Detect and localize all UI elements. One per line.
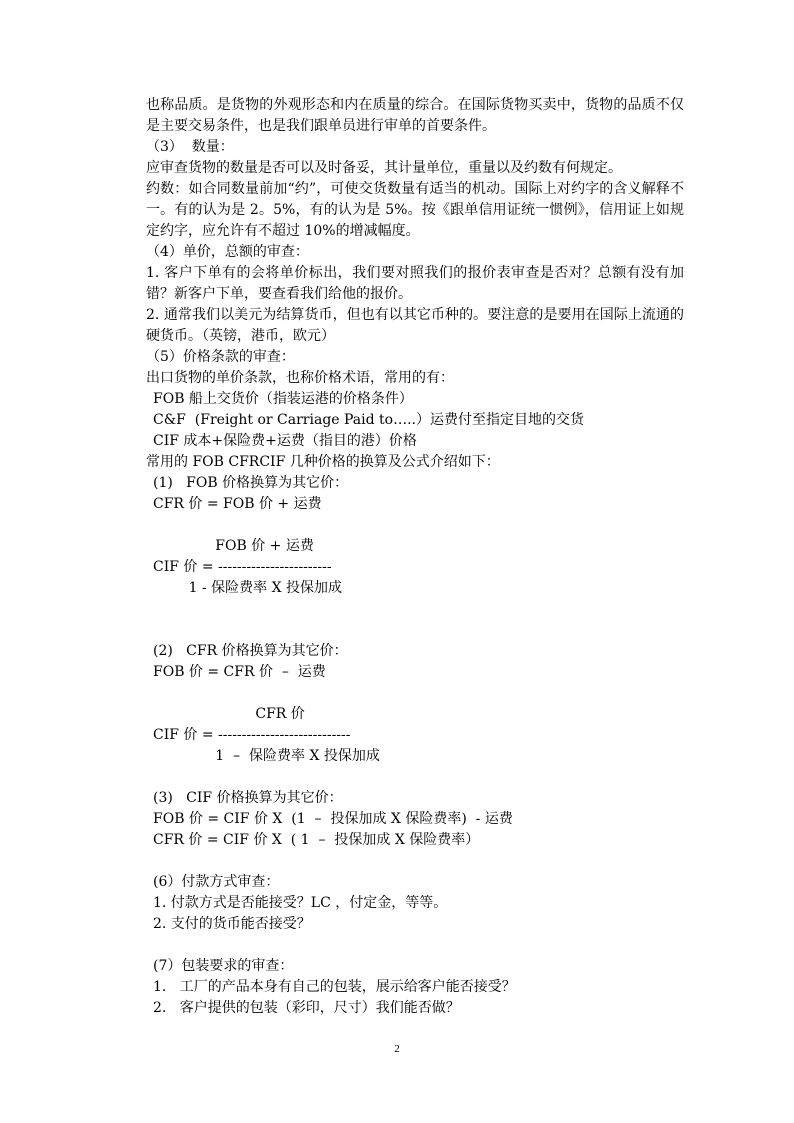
formula-cif-from-cfr-numerator: CFR 价: [153, 706, 305, 722]
heading-packaging: (7）包装要求的审查：: [153, 958, 294, 974]
paragraph-price-terms: 出口货物的单价条款，也称价格术语，常用的有：: [146, 370, 454, 386]
heading-quantity: （3） 数量：: [146, 139, 234, 155]
formula-cif-from-fob-denominator: 1 - 保险费率 X 投保加成: [153, 580, 343, 596]
heading-cif-conversion: (3) CIF 价格换算为其它价：: [153, 790, 343, 806]
list-item-unit-price-2: 2. 通常我们以美元为结算货币，但也有以其它币种的。要注意的是要用在国际上流通的硬货币。（英镑，港币，欧元）: [146, 307, 684, 344]
spacer: [118, 851, 684, 872]
page-number: 2: [394, 1043, 400, 1055]
heading-payment: (6）付款方式审查：: [153, 874, 280, 890]
list-item-packaging-2: 2. 客户提供的包装（彩印，尺寸）我们能否做？: [153, 1000, 460, 1016]
formula-cif-from-fob-fraction: CIF 价 = ------------------------: [153, 559, 332, 575]
list-item-unit-price-1: 1. 客户下单有的会将单价标出，我们要对照我们的报价表审查是否对？总额有没有加错？新客户下单，要查看我们给他的报价。: [146, 265, 684, 302]
spacer: [118, 620, 684, 641]
list-item-packaging-1: 1. 工厂的产品本身有自己的包装，展示给客户能否接受？: [153, 979, 516, 995]
formula-cfr-from-cif: CFR 价 = CIF 价 X ( 1 – 投保加成 X 保险费率）: [153, 832, 480, 848]
heading-cfr-conversion: (2) CFR 价格换算为其它价：: [153, 643, 348, 659]
heading-unit-price: （4）单价，总额的审查：: [146, 244, 309, 260]
heading-price-terms: （5）价格条款的审查：: [146, 349, 295, 365]
list-item-payment-1: 1. 付款方式是否能接受？LC ，付定金，等等。: [153, 895, 448, 911]
heading-fob-conversion: (1) FOB 价格换算为其它价：: [153, 475, 349, 491]
list-item-payment-2: 2. 支付的货币能否接受？: [153, 916, 311, 932]
spacer: [118, 599, 684, 620]
formula-fob-from-cfr: FOB 价 = CFR 价 – 运费: [153, 664, 326, 680]
spacer: [118, 515, 684, 536]
paragraph-formula-intro: 常用的 FOB CFRCIF 几种价格的换算及公式介绍如下：: [146, 454, 500, 470]
paragraph-quality: 也称品质。是货物的外观形态和内在质量的综合。在国际货物买卖中，货物的品质不仅是主要交易条件，也是我们跟单员进行审单的首要条件。: [146, 97, 684, 134]
term-cf: C&F (Freight or Carriage Paid to…..）运费付至指定目地的交货: [153, 412, 584, 428]
formula-cfr-from-fob: CFR 价 = FOB 价 + 运费: [153, 496, 322, 512]
spacer: [118, 683, 684, 704]
term-cif: CIF 成本+保险费+运费（指目的港）价格: [153, 433, 417, 449]
formula-cif-from-cfr-fraction: CIF 价 = ----------------------------: [153, 727, 351, 743]
paragraph-quantity: 应审查货物的数量是否可以及时备妥，其计量单位，重量以及约数有何规定。: [146, 160, 622, 176]
spacer: [118, 935, 684, 956]
spacer: [118, 767, 684, 788]
formula-fob-from-cif: FOB 价 = CIF 价 X (1 – 投保加成 X 保险费率) - 运费: [153, 811, 513, 827]
formula-cif-from-cfr-denominator: 1 – 保险费率 X 投保加成: [153, 748, 380, 764]
document-body: [118, 95, 684, 1019]
term-fob: FOB 船上交货价（指装运港的价格条件）: [153, 391, 413, 407]
formula-cif-from-fob-numerator: FOB 价 + 运费: [153, 538, 314, 554]
paragraph-approximate: 约数：如合同数量前加“约”，可使交货数量有适当的机动。国际上对约字的含义解释不一。有的认为是 2。5%，有的认为是 5%。按《跟单信用证统一惯例》，信用证上如规定约字，应允许有不超过 10%的增减幅度。: [146, 181, 684, 239]
